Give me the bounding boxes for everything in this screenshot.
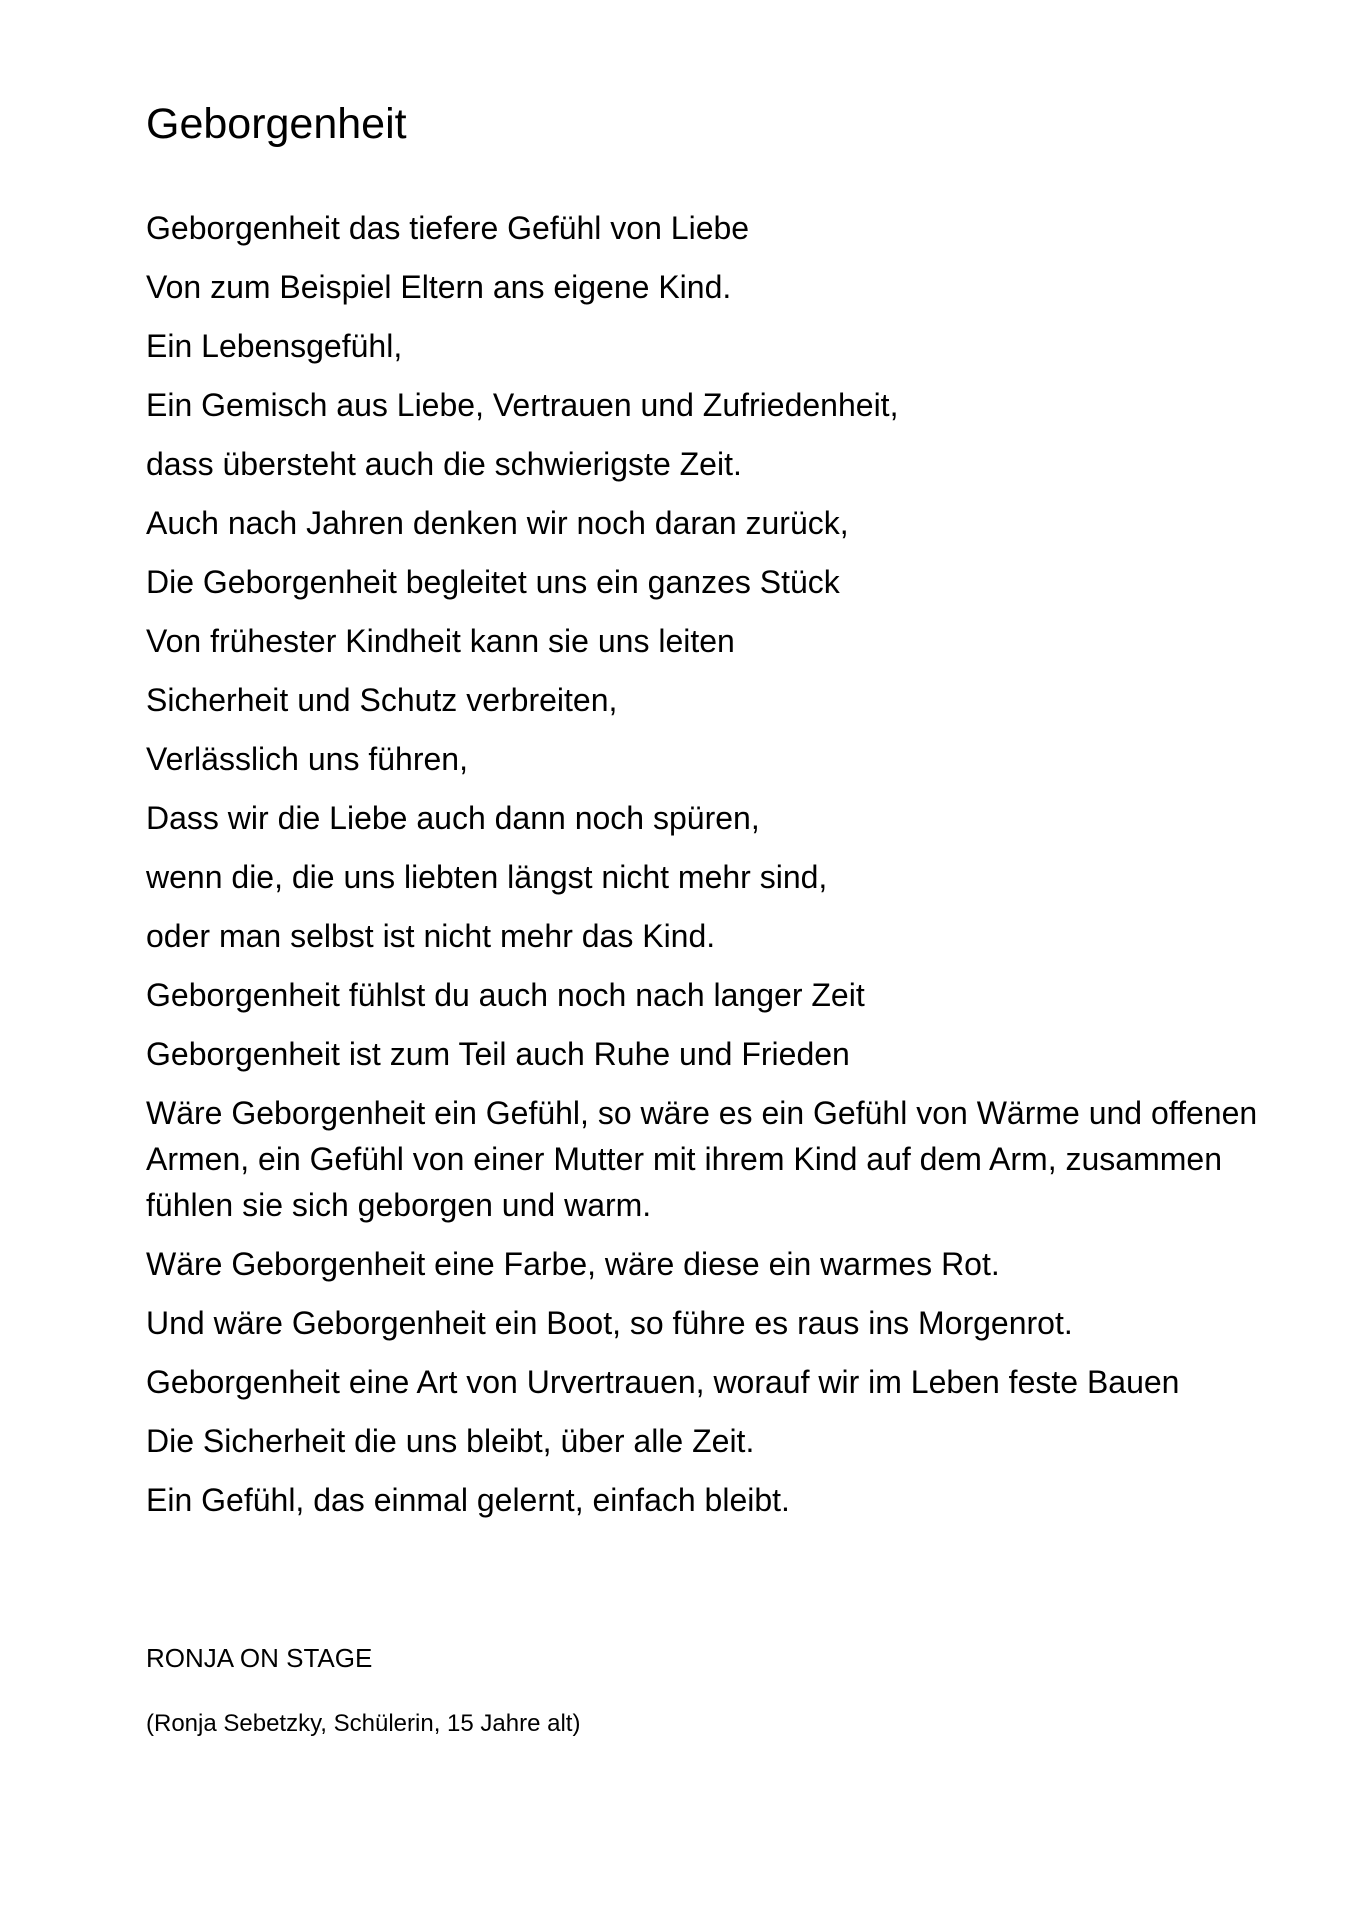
poem-line: dass übersteht auch die schwierigste Zeit. [146,446,742,482]
poem-body [146,205,1276,1536]
poem-line: wenn die, die uns liebten längst nicht mehr sind, [146,859,828,895]
poem-line: Von zum Beispiel Eltern ans eigene Kind. [146,269,732,305]
poem-line: Die Geborgenheit begleitet uns ein ganzes Stück [146,564,840,600]
poem-line: Wäre Geborgenheit eine Farbe, wäre diese ein warmes Rot. [146,1246,1000,1282]
poem-line: Geborgenheit das tiefere Gefühl von Liebe [146,210,750,246]
poem-line: Auch nach Jahren denken wir noch daran zurück, [146,505,849,541]
poem-line: Die Sicherheit die uns bleibt, über alle Zeit. [146,1423,755,1459]
poem-line: Ein Gemisch aus Liebe, Vertrauen und Zufriedenheit, [146,387,899,423]
poem-line: Und wäre Geborgenheit ein Boot, so führe es raus ins Morgenrot. [146,1305,1073,1341]
poem-line: Geborgenheit fühlst du auch noch nach langer Zeit [146,977,865,1013]
author-credit: (Ronja Sebetzky, Schülerin, 15 Jahre alt) [146,1710,581,1737]
poem-line: Verlässlich uns führen, [146,741,468,777]
poem-line: Sicherheit und Schutz verbreiten, [146,682,618,718]
poem-line: Ein Gefühl, das einmal gelernt, einfach bleibt. [146,1482,790,1518]
poem-line: Geborgenheit eine Art von Urvertrauen, worauf wir im Leben feste Bauen [146,1364,1180,1400]
poem-line: Ein Lebensgefühl, [146,328,403,364]
poem-line: oder man selbst ist nicht mehr das Kind. [146,918,716,954]
poem-line: Dass wir die Liebe auch dann noch spüren, [146,800,760,836]
poem-paragraph: Wäre Geborgenheit ein Gefühl, so wäre es ein Gefühl von Wärme und offenen Armen, ein Gefühl von einer Mutter mit ihrem Kind auf dem Arm, zusammen fühlen sie sich geborgen und warm. [146,1095,1258,1223]
poem-title: Geborgenheit [146,100,407,148]
poem-line: Von frühester Kindheit kann sie uns leiten [146,623,735,659]
author-signature: RONJA ON STAGE [146,1643,373,1673]
poem-line: Geborgenheit ist zum Teil auch Ruhe und Frieden [146,1036,850,1072]
